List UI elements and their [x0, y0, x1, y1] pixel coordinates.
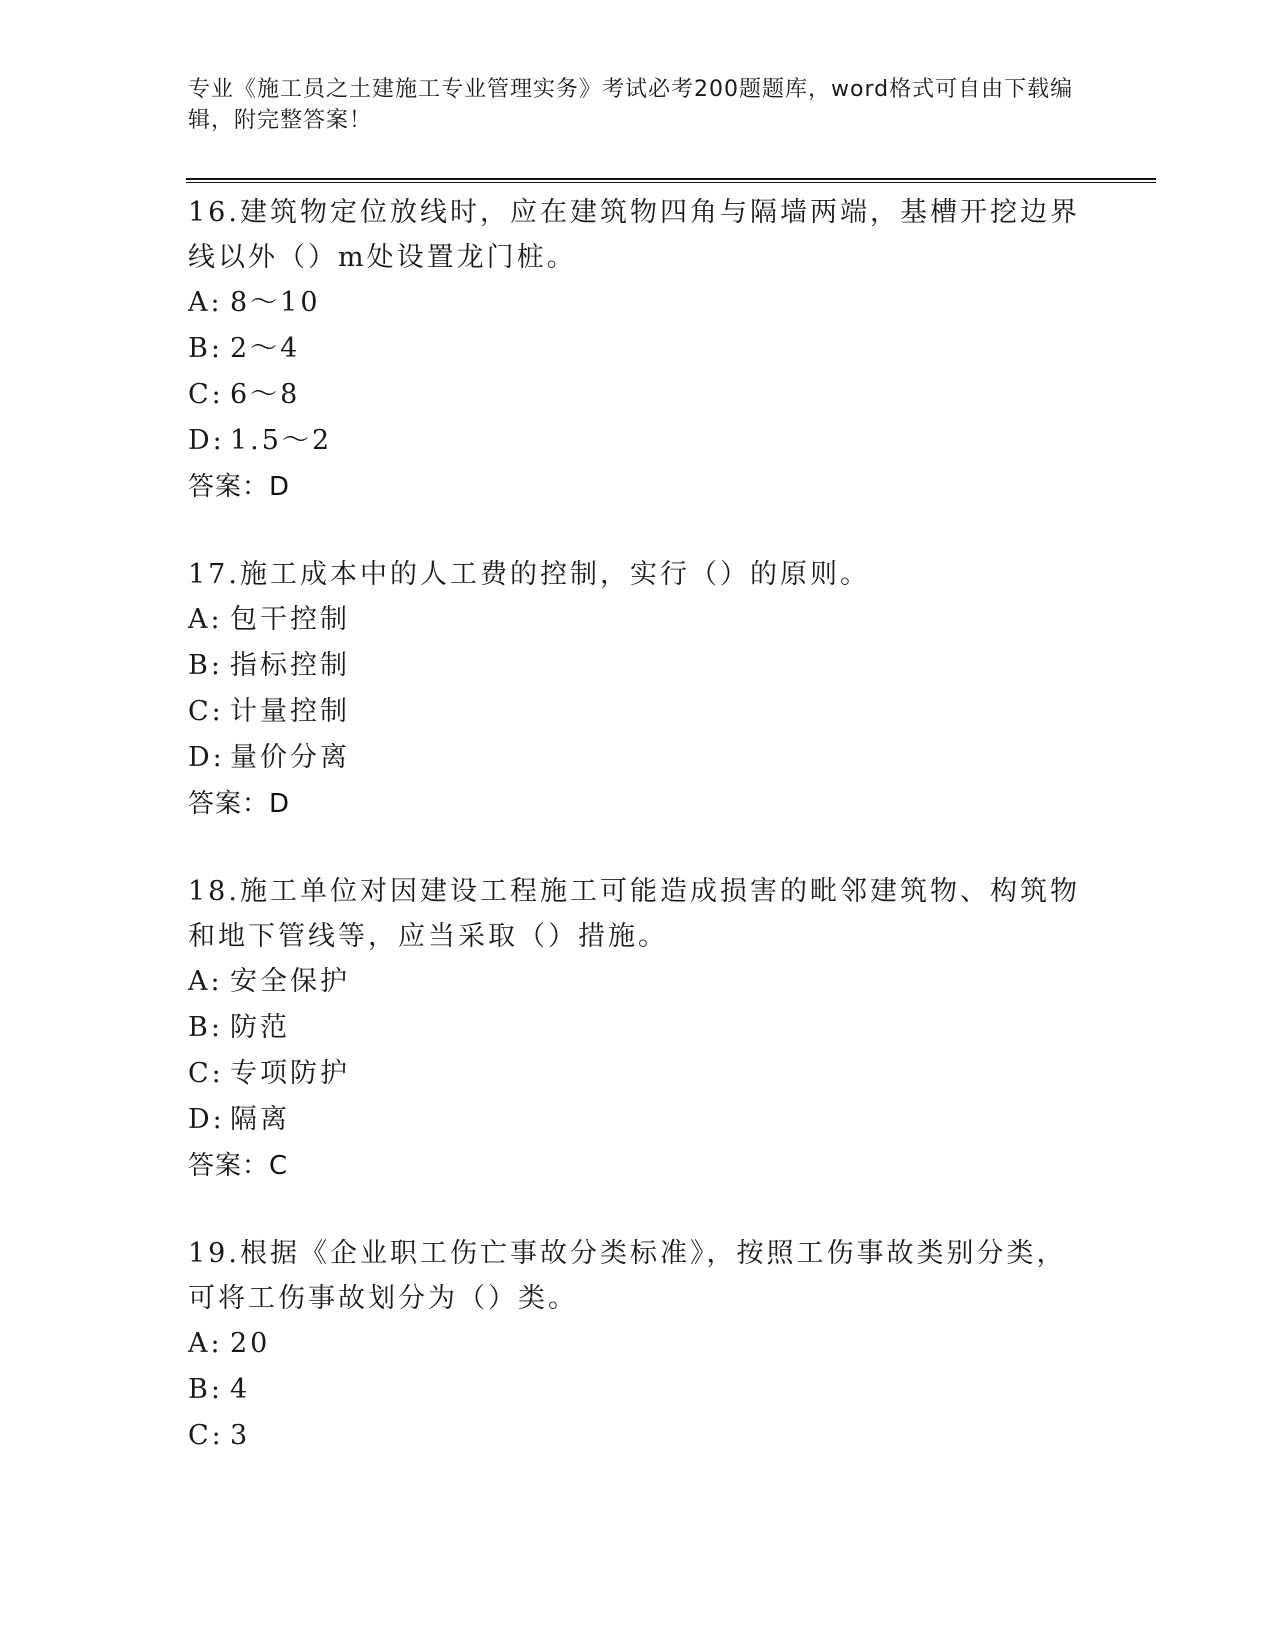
option-text: 隔离	[230, 1104, 290, 1135]
option-text: 指标控制	[230, 650, 350, 681]
option-d	[188, 735, 1088, 781]
option-c	[188, 1413, 1088, 1459]
option-text: 计量控制	[230, 696, 350, 727]
option-letter: A:	[188, 287, 223, 318]
option-letter: B:	[188, 650, 223, 681]
option-b	[188, 1005, 1088, 1051]
option-list	[188, 959, 1088, 1143]
option-d	[188, 1097, 1088, 1143]
option-b	[188, 643, 1088, 689]
header-divider	[186, 178, 1156, 183]
option-text: 专项防护	[230, 1058, 350, 1089]
option-text: 防范	[230, 1012, 290, 1043]
option-d	[188, 418, 1088, 464]
option-a	[188, 280, 1088, 326]
question-16	[188, 190, 1088, 510]
option-letter: B:	[188, 333, 223, 364]
option-letter: C:	[188, 1058, 224, 1089]
option-letter: C:	[188, 1420, 224, 1451]
option-b	[188, 326, 1088, 372]
option-list	[188, 280, 1088, 464]
question-17	[188, 552, 1088, 827]
option-text: 3	[230, 1420, 251, 1451]
document-header: 专业《施工员之土建施工专业管理实务》考试必考200题题库，word格式可自由下载编辑，附完整答案！	[188, 77, 1074, 133]
option-text: 4	[230, 1374, 251, 1405]
option-letter: B:	[188, 1012, 223, 1043]
option-letter: B:	[188, 1374, 223, 1405]
question-list	[188, 190, 1088, 1459]
option-c	[188, 689, 1088, 735]
option-c	[188, 1051, 1088, 1097]
option-c	[188, 372, 1088, 418]
option-text: 量价分离	[230, 742, 350, 773]
option-b	[188, 1367, 1088, 1413]
option-text: 2～4	[230, 333, 301, 364]
option-text: 8～10	[230, 287, 321, 318]
option-text: 安全保护	[230, 966, 350, 997]
option-letter: A:	[188, 604, 223, 635]
option-text: 包干控制	[230, 604, 350, 635]
option-letter: C:	[188, 379, 224, 410]
option-text: 1.5～2	[230, 425, 333, 456]
option-text: 6～8	[230, 379, 301, 410]
answer-line: 答案：C	[188, 1151, 289, 1181]
option-letter: A:	[188, 1328, 223, 1359]
option-letter: C:	[188, 696, 224, 727]
question-19	[188, 1231, 1088, 1459]
question-18	[188, 869, 1088, 1189]
option-letter: D:	[188, 425, 225, 456]
option-letter: D:	[188, 742, 225, 773]
option-a	[188, 959, 1088, 1005]
answer-line: 答案：D	[188, 472, 291, 502]
option-letter: D:	[188, 1104, 225, 1135]
option-text: 20	[230, 1328, 271, 1359]
question-text: 19.根据《企业职工伤亡事故分类标准》，按照工伤事故类别分类，可将工伤事故划分为（）类。	[188, 1238, 1067, 1314]
option-list	[188, 597, 1088, 781]
option-a	[188, 597, 1088, 643]
question-text: 16.建筑物定位放线时，应在建筑物四角与隔墙两端，基槽开挖边界线以外（）m处设置龙门桩。	[188, 197, 1080, 273]
question-text: 18.施工单位对因建设工程施工可能造成损害的毗邻建筑物、构筑物和地下管线等，应当采取（）措施。	[188, 876, 1080, 952]
question-text: 17.施工成本中的人工费的控制，实行（）的原则。	[188, 559, 870, 590]
option-letter: A:	[188, 966, 223, 997]
answer-line: 答案：D	[188, 789, 291, 819]
option-a	[188, 1321, 1088, 1367]
option-list	[188, 1321, 1088, 1459]
